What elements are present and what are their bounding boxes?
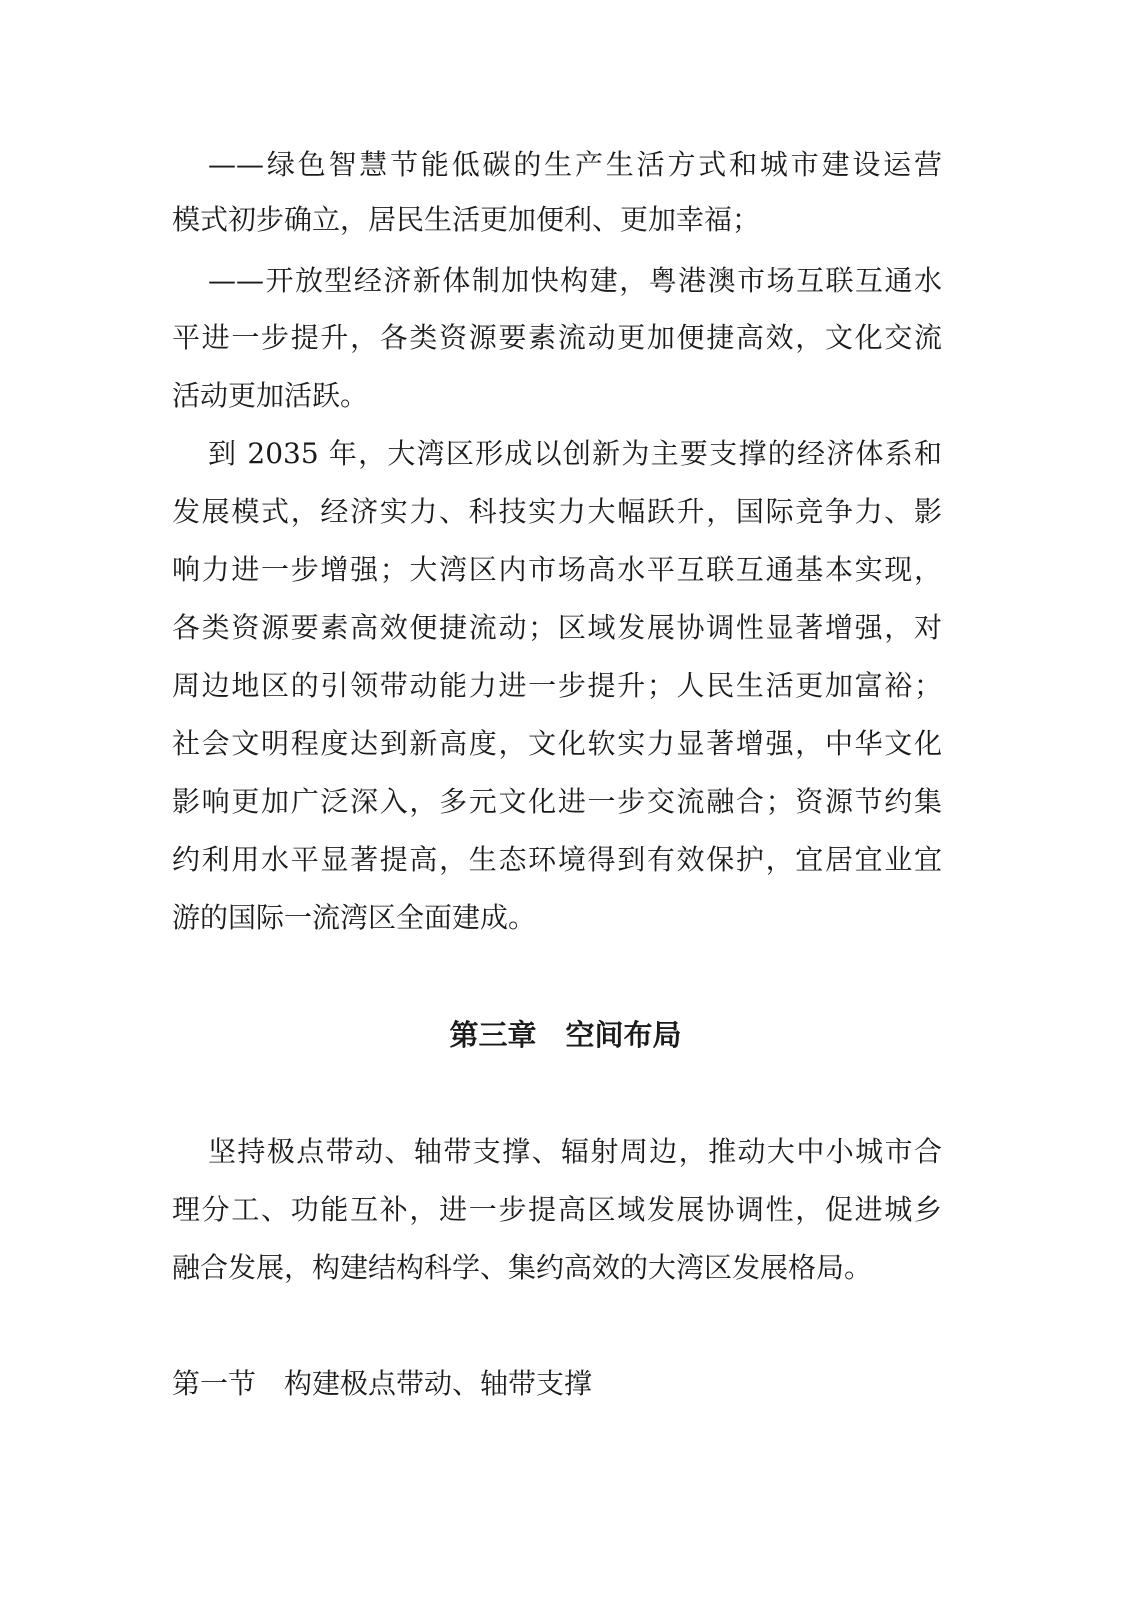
body-text-line: 发展模式，经济实力、科技实力大幅跃升，国际竞争力、影 (172, 495, 942, 528)
body-text-line: 影响更加广泛深入，多元文化进一步交流融合；资源节约集 (172, 785, 942, 818)
body-text-line: 社会文明程度达到新高度，文化软实力显著增强，中华文化 (172, 727, 942, 760)
section-heading: 第一节 构建极点带动、轴带支撑 (172, 1367, 593, 1400)
chapter-heading: 第三章 空间布局 (449, 1018, 682, 1052)
body-text-line: 平进一步提升，各类资源要素流动更加便捷高效，文化交流 (172, 321, 942, 354)
body-text-line: 到 2035 年，大湾区形成以创新为主要支撑的经济体系和 (208, 437, 942, 470)
body-text-line: 约利用水平显著提高，生态环境得到有效保护，宜居宜业宜 (172, 843, 942, 876)
body-text-line: 活动更加活跃。 (172, 379, 369, 412)
body-text-line: 融合发展，构建结构科学、集约高效的大湾区发展格局。 (172, 1251, 873, 1284)
body-text-line: 周边地区的引领带动能力进一步提升；人民生活更加富裕； (172, 669, 942, 702)
body-text-line: ——绿色智慧节能低碳的生产生活方式和城市建设运营 (208, 148, 942, 181)
body-text-line: ——开放型经济新体制加快构建，粤港澳市场互联互通水 (208, 264, 942, 297)
body-text-line: 响力进一步增强；大湾区内市场高水平互联互通基本实现， (172, 553, 942, 586)
body-text-line: 坚持极点带动、轴带支撑、辐射周边，推动大中小城市合 (208, 1135, 942, 1168)
body-text-line: 理分工、功能互补，进一步提高区域发展协调性，促进城乡 (172, 1193, 942, 1226)
body-text-line: 各类资源要素高效便捷流动；区域发展协调性显著增强，对 (172, 611, 942, 644)
body-text-line: 游的国际一流湾区全面建成。 (172, 901, 537, 934)
body-text-line: 模式初步确立，居民生活更加便利、更加幸福； (172, 203, 761, 236)
